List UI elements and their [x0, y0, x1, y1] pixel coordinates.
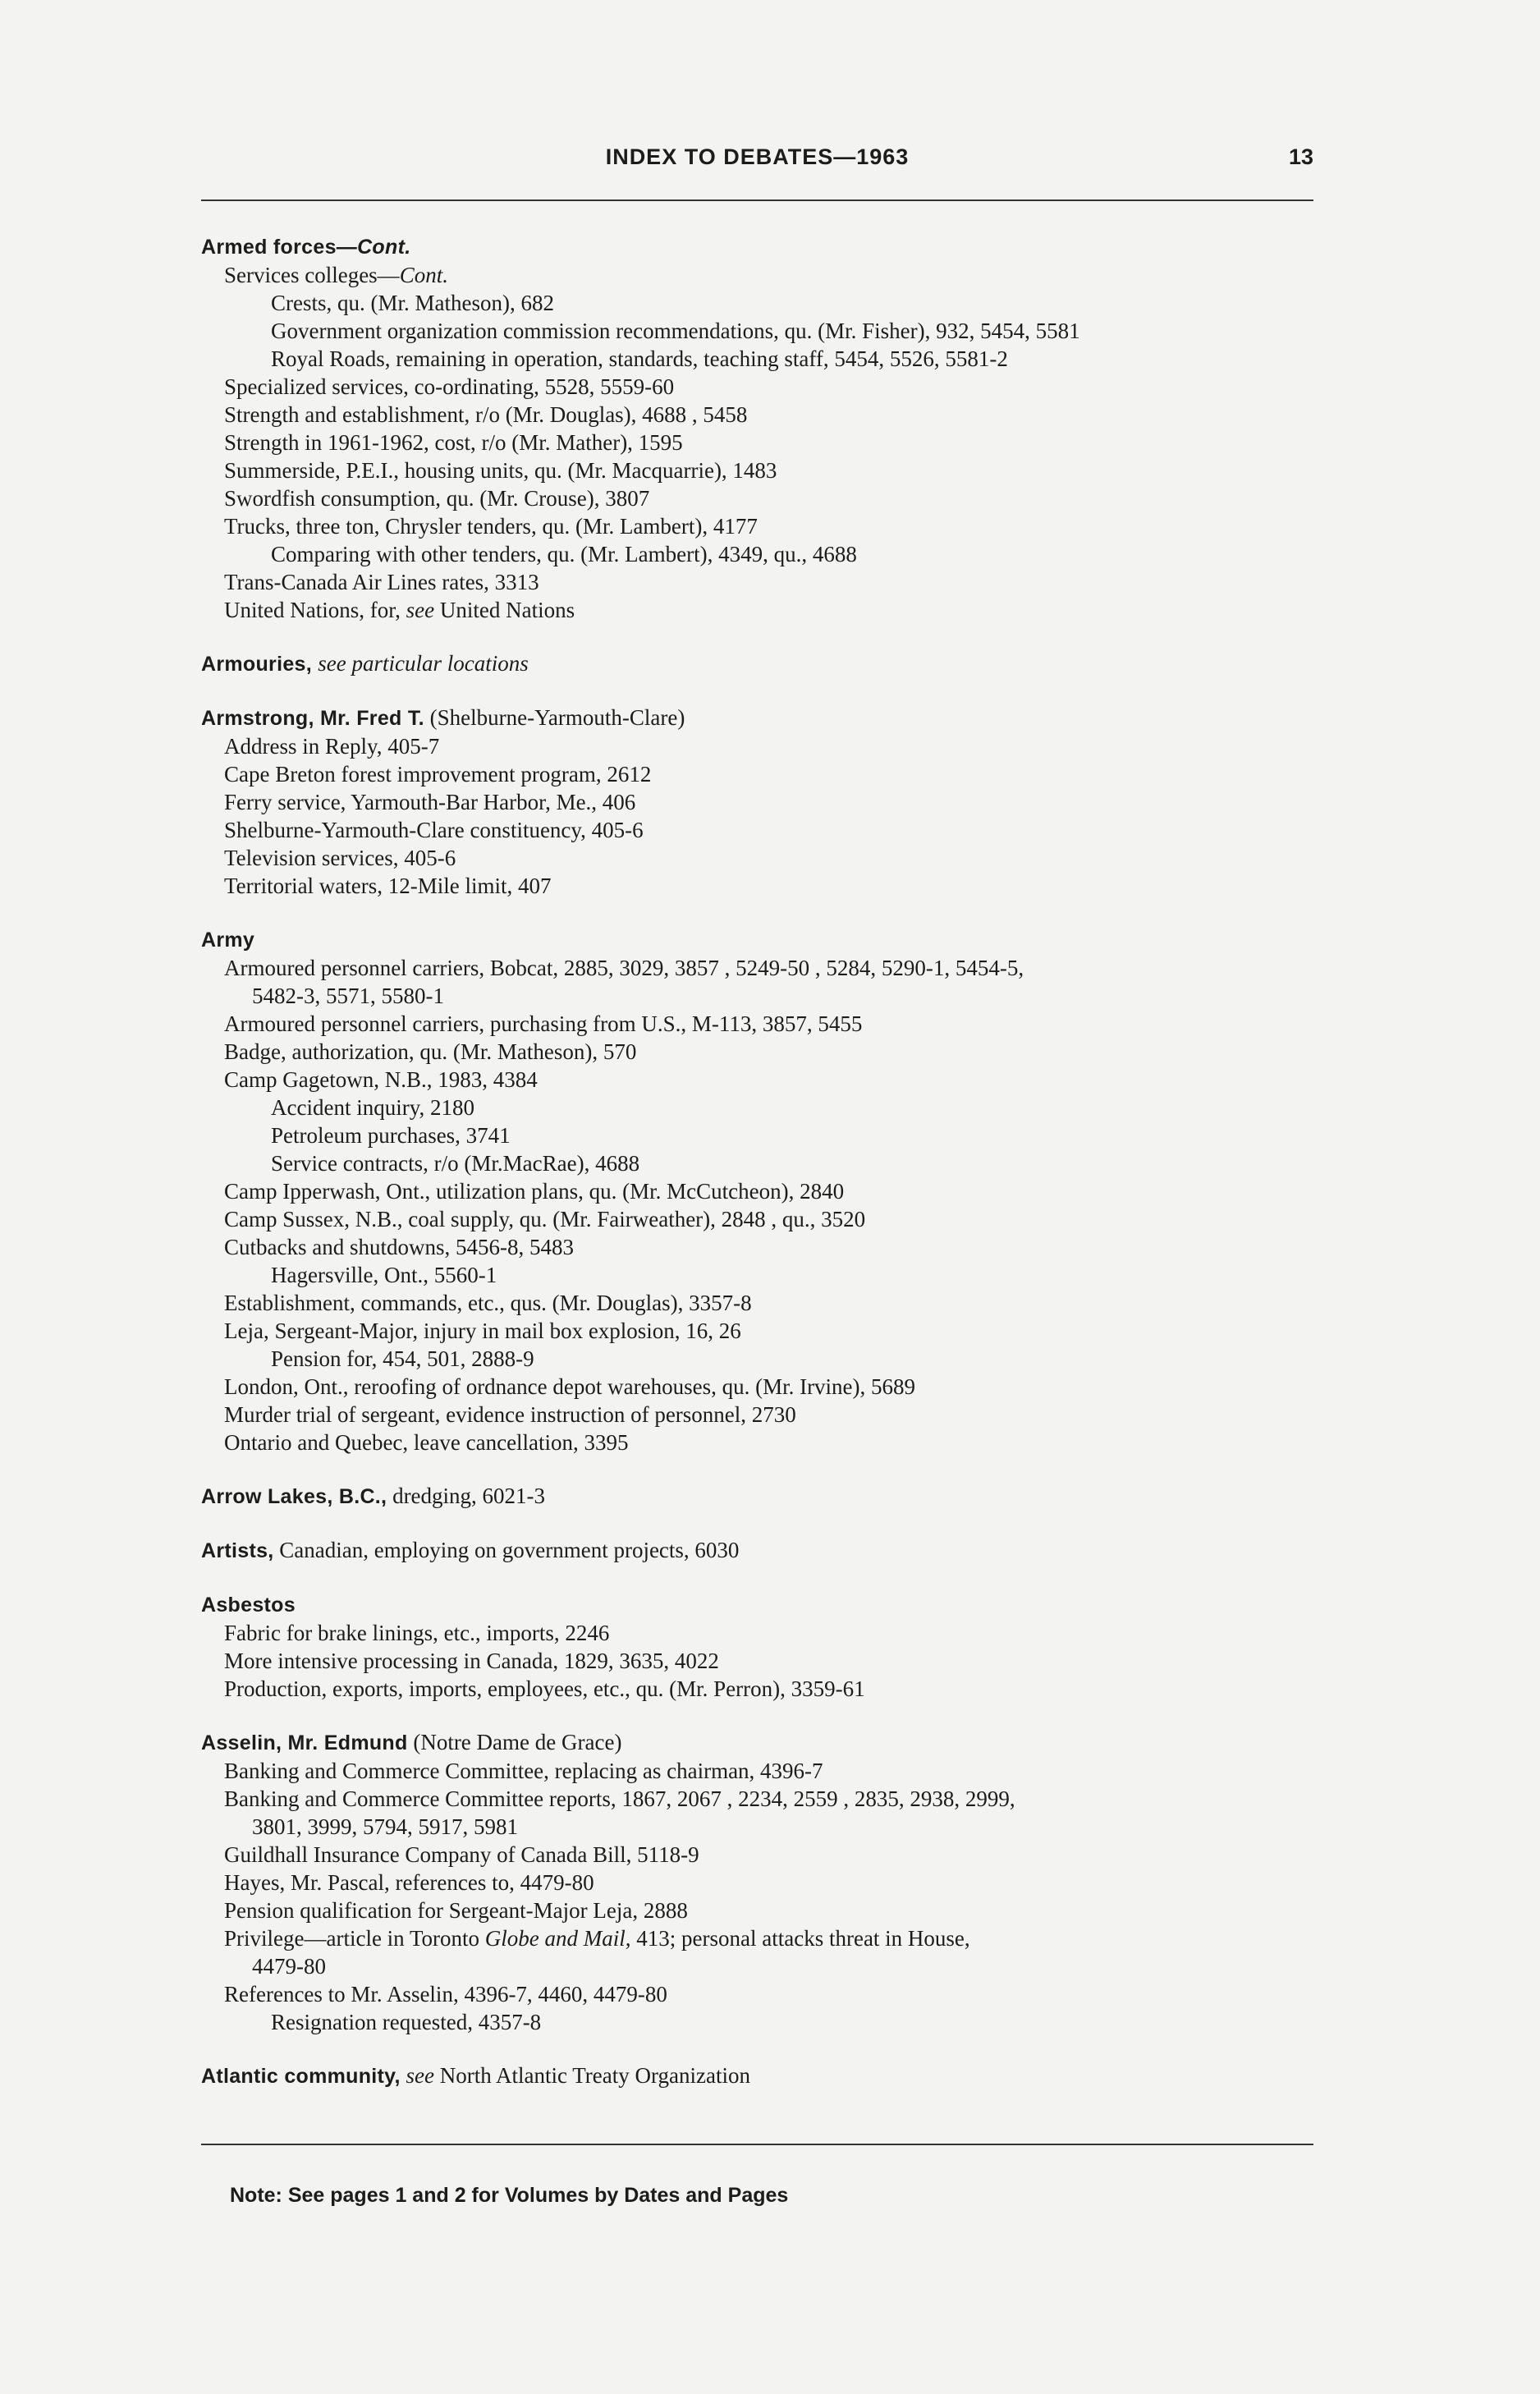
subentry: Swordfish consumption, qu. (Mr. Crouse), 3807: [224, 486, 650, 511]
subentry: Cape Breton forest improvement program, 2612: [224, 762, 652, 787]
subentry: Resignation requested, 4357-8: [271, 2010, 542, 2034]
subentry: Strength in 1961-1962, cost, r/o (Mr. Mather), 1595: [224, 430, 683, 455]
see-reference: see: [406, 598, 435, 622]
subentry: More intensive processing in Canada, 1829, 3635, 4022: [224, 1649, 719, 1673]
subentry: Specialized services, co-ordinating, 5528, 5559-60: [224, 374, 675, 399]
subentry: Television services, 405-6: [224, 846, 456, 870]
page-title: INDEX TO DEBATES—1963: [605, 144, 910, 169]
subentry: United Nations, for,: [224, 598, 406, 622]
subentry: Trucks, three ton, Chrysler tenders, qu. (Mr. Lambert), 4177: [224, 514, 758, 539]
subentry: Crests, qu. (Mr. Matheson), 682: [271, 291, 554, 315]
subentry: Ontario and Quebec, leave cancellation, 3395: [224, 1430, 629, 1455]
subentry: Hagersville, Ont., 5560-1: [271, 1263, 497, 1287]
riding-label: (Shelburne-Yarmouth-Clare): [424, 705, 685, 730]
page-number: 13: [1288, 144, 1313, 169]
subentry: Production, exports, imports, employees, etc., qu. (Mr. Perron), 3359-61: [224, 1676, 865, 1701]
footer-rule: [201, 2144, 1313, 2145]
see-target: North Atlantic Treaty Organization: [434, 2063, 750, 2088]
entry-text: dredging, 6021-3: [387, 1484, 546, 1508]
entry-heading: Arrow Lakes, B.C.,: [201, 1485, 387, 1508]
entry-text: Canadian, employing on government projects, 6030: [273, 1538, 740, 1562]
index-body: [201, 232, 1350, 2116]
entry-armstrong: [201, 704, 1350, 900]
see-target: United Nations: [434, 598, 575, 622]
subentry: Privilege—article in Toronto: [224, 1926, 485, 1951]
entry-heading: Artists,: [201, 1539, 274, 1562]
entry-atlantic-community: [201, 2062, 1350, 2090]
subentry: Strength and establishment, r/o (Mr. Douglas), 4688 , 5458: [224, 402, 748, 427]
entry-artists: [201, 1536, 1350, 1565]
subentry: Pension for, 454, 501, 2888-9: [271, 1346, 534, 1371]
subentry: Petroleum purchases, 3741: [271, 1123, 511, 1148]
riding-label: (Notre Dame de Grace): [407, 1730, 622, 1754]
page-header: [201, 144, 1313, 181]
entry-heading: Asselin, Mr. Edmund: [201, 1731, 408, 1754]
subentry: Ferry service, Yarmouth-Bar Harbor, Me., 406: [224, 790, 636, 814]
subentry: Accident inquiry, 2180: [271, 1095, 474, 1120]
subentry-continuation: 3801, 3999, 5794, 5917, 5981: [252, 1814, 518, 1839]
newspaper-title: Globe and Mail,: [484, 1926, 631, 1951]
subentry: Establishment, commands, etc., qus. (Mr. Douglas), 3357-8: [224, 1291, 752, 1315]
subentry: Camp Sussex, N.B., coal supply, qu. (Mr. Fairweather), 2848 , qu., 3520: [224, 1207, 866, 1231]
subentry: Murder trial of sergeant, evidence instruction of personnel, 2730: [224, 1402, 796, 1427]
subentry: Armoured personnel carriers, Bobcat, 2885, 3029, 3857 , 5249-50 , 5284, 5290-1, 5454-5,: [224, 956, 1024, 980]
entry-arrow-lakes: [201, 1482, 1350, 1511]
subentry: 413; personal attacks threat in House,: [630, 1926, 970, 1951]
entry-asbestos: [201, 1590, 1350, 1703]
subentry: Summerside, P.E.I., housing units, qu. (Mr. Macquarrie), 1483: [224, 458, 777, 483]
footer-note: Note: See pages 1 and 2 for Volumes by Dates and Pages: [230, 2184, 789, 2207]
see-reference: see: [400, 2063, 434, 2088]
subentry: Cutbacks and shutdowns, 5456-8, 5483: [224, 1235, 574, 1259]
subentry: Trans-Canada Air Lines rates, 3313: [224, 570, 539, 594]
subentry: References to Mr. Asselin, 4396-7, 4460, 4479-80: [224, 1982, 667, 2006]
subentry: Shelburne-Yarmouth-Clare constituency, 405-6: [224, 818, 644, 842]
subentry: Banking and Commerce Committee, replacing as chairman, 4396-7: [224, 1759, 823, 1783]
subentry: Camp Gagetown, N.B., 1983, 4384: [224, 1067, 538, 1092]
subentry: Service contracts, r/o (Mr.MacRae), 4688: [271, 1151, 640, 1176]
entry-heading: Armed forces—: [201, 236, 358, 259]
entry-heading: Armouries,: [201, 653, 319, 676]
subentry: Fabric for brake linings, etc., imports, 2246: [224, 1621, 610, 1645]
subentry: Leja, Sergeant-Major, injury in mail box explosion, 16, 26: [224, 1319, 741, 1343]
header-rule: [201, 200, 1313, 201]
entry-armouries: [201, 649, 1350, 678]
subentry: Address in Reply, 405-7: [224, 734, 440, 759]
subentry-continuation: 5482-3, 5571, 5580-1: [252, 984, 444, 1008]
entry-heading: Asbestos: [201, 1594, 296, 1617]
see-reference: see particular locations: [318, 651, 529, 676]
entry-heading: Army: [201, 929, 255, 952]
entry-asselin: [201, 1728, 1350, 2036]
subentry: Badge, authorization, qu. (Mr. Matheson), 570: [224, 1039, 637, 1064]
subentry: London, Ont., reroofing of ordnance depot warehouses, qu. (Mr. Irvine), 5689: [224, 1374, 916, 1399]
subentry: Hayes, Mr. Pascal, references to, 4479-80: [224, 1870, 594, 1895]
subentry-continuation: 4479-80: [252, 1954, 326, 1979]
subentry: Guildhall Insurance Company of Canada Bill, 5118-9: [224, 1842, 699, 1867]
subentry: Government organization commission recommendations, qu. (Mr. Fisher), 932, 5454, 5581: [271, 319, 1080, 343]
continued-label: Cont.: [357, 236, 411, 259]
subentry: Territorial waters, 12-Mile limit, 407: [224, 874, 552, 898]
entry-heading: Armstrong, Mr. Fred T.: [201, 707, 424, 730]
subentry-heading: Services colleges—: [224, 263, 400, 287]
subentry: Armoured personnel carriers, purchasing from U.S., M-113, 3857, 5455: [224, 1011, 863, 1036]
continued-label: Cont.: [399, 263, 448, 287]
entry-army: [201, 925, 1350, 1456]
entry-armed-forces: [201, 232, 1350, 624]
subentry: Royal Roads, remaining in operation, standards, teaching staff, 5454, 5526, 5581-2: [271, 346, 1008, 371]
entry-heading: Atlantic community,: [201, 2065, 401, 2088]
subentry: Pension qualification for Sergeant-Major Leja, 2888: [224, 1898, 688, 1923]
subentry: Banking and Commerce Committee reports, 1867, 2067 , 2234, 2559 , 2835, 2938, 2999,: [224, 1786, 1015, 1811]
subentry: Comparing with other tenders, qu. (Mr. Lambert), 4349, qu., 4688: [271, 542, 857, 566]
subentry: Camp Ipperwash, Ont., utilization plans, qu. (Mr. McCutcheon), 2840: [224, 1179, 845, 1204]
